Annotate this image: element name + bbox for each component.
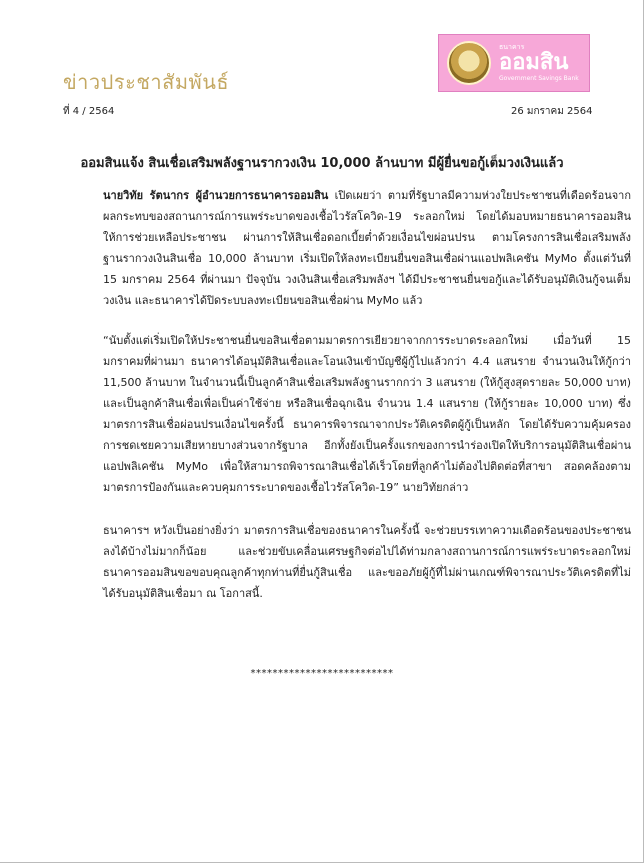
- logo-small-text: ธนาคาร: [499, 43, 525, 51]
- logo-text-group: [499, 44, 579, 82]
- document-date: 26 มกราคม 2564: [511, 106, 593, 117]
- paragraph-1-lead: นายวิทัย รัตนากร ผู้อำนวยการธนาคารออมสิน: [103, 189, 329, 202]
- gsb-logo: [438, 34, 590, 92]
- paragraph-3: ธนาคารฯ หวังเป็นอย่างยิ่งว่า มาตรการสินเชื่อของธนาคารในครั้งนี้ จะช่วยบรรเทาความเดือดร้อนของประชาชนลงได้บ้างไม่มากก็น้อย และช่วยขับเคลื่อนเศรษฐกิจต่อไปได้ท่ามกลางสถานการณ์การแพร่ระบาดระลอกใหม่ ธนาคารออมสินขอขอบคุณลูกค้าทุกท่านที่ยื่นกู้สินเชื่อ และขออภัยผู้กู้ที่ไม่ผ่านเกณฑ์พิจารณาประวัติเครดิตที่ไม่ได้รับอนุมัติสินเชื่อมา ณ โอกาสนี้.: [103, 524, 631, 600]
- logo-en-text: Government Savings Bank: [499, 75, 579, 82]
- headline: ออมสินแจ้ง สินเชื่อเสริมพลังฐานรากวงเงิน 10,000 ล้านบาท มีผู้ยื่นขอกู้เต็มวงเงินแล้ว: [80, 156, 564, 171]
- gsb-seal-icon: [447, 41, 491, 85]
- paragraph-1: [63, 185, 631, 311]
- paragraph-2: “นับตั้งแต่เริ่มเปิดให้ประชาชนยื่นขอสินเชื่อตามมาตรการเยียวยาจากการระบาดระลอกใหม่ เมื่อวันที่ 15 มกราคมที่ผ่านมา ธนาคารได้อนุมัติสินเชื่อและโอนเงินเข้าบัญชีผู้กู้ไปแล้วกว่า 4.4 แสนราย จำนวนเงินให้กู้กว่า 11,500 ล้านบาท ในจำนวนนี้เป็นลูกค้าสินเชื่อเสริมพลังฐานรากกว่า 3 แสนราย (ให้กู้สูงสุดรายละ 50,000 บาท) และเป็นลูกค้าสินเชื่อเพื่อเป็นค่าใช้จ่าย หรือสินเชื่อฉุกเฉิน จำนวน 1.4 แสนราย (ให้กู้รายละ 10,000 บาท) ซึ่งมาตรการสินเชื่อผ่อนปรนเงื่อนไขครั้งนี้ ธนาคารพิจารณาจากประวัติเครดิตผู้กู้เป็นหลัก โดยได้รับความคุ้มครองการชดเชยความเสียหายบางส่วนจากรัฐบาล อีกทั้งยังเป็นครั้งแรกของการนำร่องเปิดให้บริการอนุมัติสินเชื่อผ่านแอปพลิเคชัน MyMo เพื่อให้สามารถพิจารณาสินเชื่อได้เร็วโดยที่ลูกค้าไม่ต้องไปติดต่อที่สาขา สอดคล้องตามมาตรการป้องกันและควบคุมการระบาดของเชื้อไวรัสโควิด-19” นายวิทัยกล่าว: [103, 334, 631, 494]
- document-number: ที่ 4 / 2564: [63, 106, 115, 117]
- end-marker: **************************: [250, 668, 394, 679]
- press-release-title: ข่าวประชาสัมพันธ์: [63, 70, 230, 94]
- paragraph-1-rest: เปิดเผยว่า ตามที่รัฐบาลมีความห่วงใยประชาชนที่เดือดร้อนจากผลกระทบของสถานการณ์การแพร่ระบาดของเชื้อไวรัสโควิด-19 ระลอกใหม่ โดยได้มอบหมายธนาคารออมสินให้การช่วยเหลือประชาชน ผ่านการให้สินเชื่อดอกเบี้ยต่ำด้วยเงื่อนไขผ่อนปรน ตามโครงการสินเชื่อเสริมพลังฐานรากวงเงินสินเชื่อ 10,000 ล้านบาท เริ่มเปิดให้ลงทะเบียนยื่นขอสินเชื่อผ่านแอปพลิเคชัน MyMo ตั้งแต่วันที่ 15 มกราคม 2564 ที่ผ่านมา ปัจจุบัน วงเงินสินเชื่อเสริมพลังฯ ได้มีประชาชนยื่นขอกู้และได้รับอนุมัติเงินกู้จนเต็มวงเงิน และธนาคารได้ปิดระบบลงทะเบียนขอสินเชื่อผ่าน MyMo แล้ว: [103, 189, 631, 307]
- logo-big-text: ออมสิน: [499, 50, 569, 75]
